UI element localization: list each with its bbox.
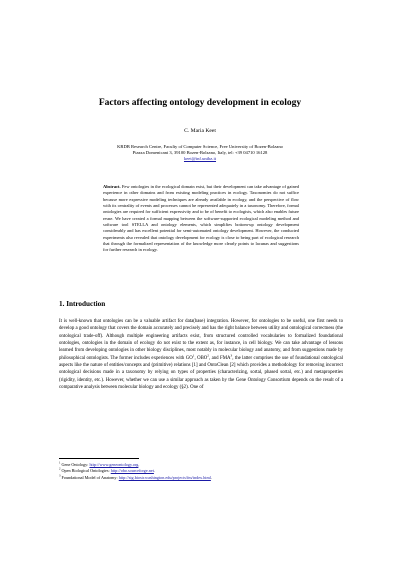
footnote-3-number: 3 bbox=[59, 473, 61, 478]
intro-paragraph bbox=[59, 318, 343, 391]
footnote-3 bbox=[59, 475, 212, 481]
intro-text-1: It is well-known that ontologies can be a valuable artifact for data(base) integration. However, for ontologies to be useful, one first needs to develop a good ontology that covers the domain accurately and precisely and has the right balance between utility and ontological correctness (the ontological trade-off). Although multiple engineering artifacts exist, from structured controlled vocabularies to formalized foundational ontologies, ontologies in the domain of ecology do not exist to the extent as, for instance, in cell biology. We can take advantage of lessons learned from developing ontologies in other biology disciplines, most notably in molecular biology and anatomy, and from suggestions made by philosophical ontologists. The former includes experiences with GO bbox=[59, 319, 343, 361]
footnote-2-number: 2 bbox=[59, 466, 61, 471]
abstract-text: Few ontologies in the ecological domain exist, but their development can take advantage of gained experience in other domains and from existing modeling practices in ecology. Taxonomies do not suffice because more expressive modeling techniques are already available in ecology, and the perspective of flow with its centrality of events and processes cannot be represented adequately in a taxonomy. Therefore, formal ontologies are required for sufficient expressivity and to be of benefit to ecologists, which also enables future reuse. We have created a formal mapping between the software-supported ecological modeling method and software tool STELLA and ontology elements, which simplifies bottom-up ontology development considerably and has excellent potential for semi-automated ontology development. However, the conducted experiments also revealed that ontology development for ecology is close to being part of ecological research that through the formalized representation of the knowledge more clearly points to lacunas and suggestions for further research in ecology. bbox=[103, 184, 300, 253]
footnote-2-link[interactable]: http://obo.sourceforge.net bbox=[110, 468, 154, 474]
footnote-2-end: . bbox=[153, 468, 155, 474]
footnote-rule bbox=[59, 458, 139, 459]
section-heading: 1. Introduction bbox=[59, 300, 106, 308]
footnote-3-label: Foundational Model of Anatomy: bbox=[61, 474, 119, 480]
intro-text-4: , the latter comprises the use of foundational ontological aspects like the nature of entities/concepts and (primitive) relations [1] and OntoClean [2] which provides a methodology for removing incorrect ontological decisions made in a taxonomy by relying on types of properties (characterizing, sortal, phased sortal, etc.) and metaproperties (rigidity, identity, etc.). However, whether we can use a similar approach as taken by the Gene Ontology Consortium depends on the result of a comparative analysis between molecular biology and ecology (§2). One of bbox=[59, 355, 343, 391]
paper-title: Factors affecting ontology development in ecology bbox=[98, 98, 302, 108]
footnotes bbox=[59, 462, 212, 481]
footnote-3-end: . bbox=[210, 474, 212, 480]
footnote-ref-3: 3 bbox=[230, 353, 233, 358]
footnote-ref-2: 2 bbox=[207, 353, 209, 358]
footnote-1-end: . bbox=[138, 462, 140, 467]
abstract-label: Abstract. bbox=[103, 184, 121, 189]
author-name: C. Maria Keet bbox=[184, 128, 216, 134]
affiliation-line-1: KRDB Research Centre, Faculty of Computer Science, Free University of Bozen-Bolzano bbox=[117, 144, 283, 149]
affiliation-line-2: Piazza Domenicani 3, 39100 Bozen-Bolzano, Italy, tel: +39 04710 16128 bbox=[132, 150, 268, 156]
footnote-2-label: Open Biological Ontologies: bbox=[61, 468, 111, 474]
email-link[interactable]: keet@inf.unibz.it bbox=[183, 156, 217, 162]
footnote-3-link[interactable]: http://sig.biostr.washington.edu/projects/fm/index.html bbox=[118, 474, 211, 480]
intro-text-2: , OBO bbox=[194, 355, 208, 361]
abstract bbox=[103, 184, 299, 254]
affiliation bbox=[0, 144, 400, 163]
intro-text-3: , and FMA bbox=[208, 355, 231, 361]
footnote-1-number: 1 bbox=[59, 460, 61, 465]
footnote-1-link[interactable]: http://www.geneontology.org bbox=[89, 462, 139, 467]
footnote-1-label: Gene Ontology: bbox=[61, 462, 90, 467]
footnote-ref-1: 1 bbox=[192, 353, 195, 358]
